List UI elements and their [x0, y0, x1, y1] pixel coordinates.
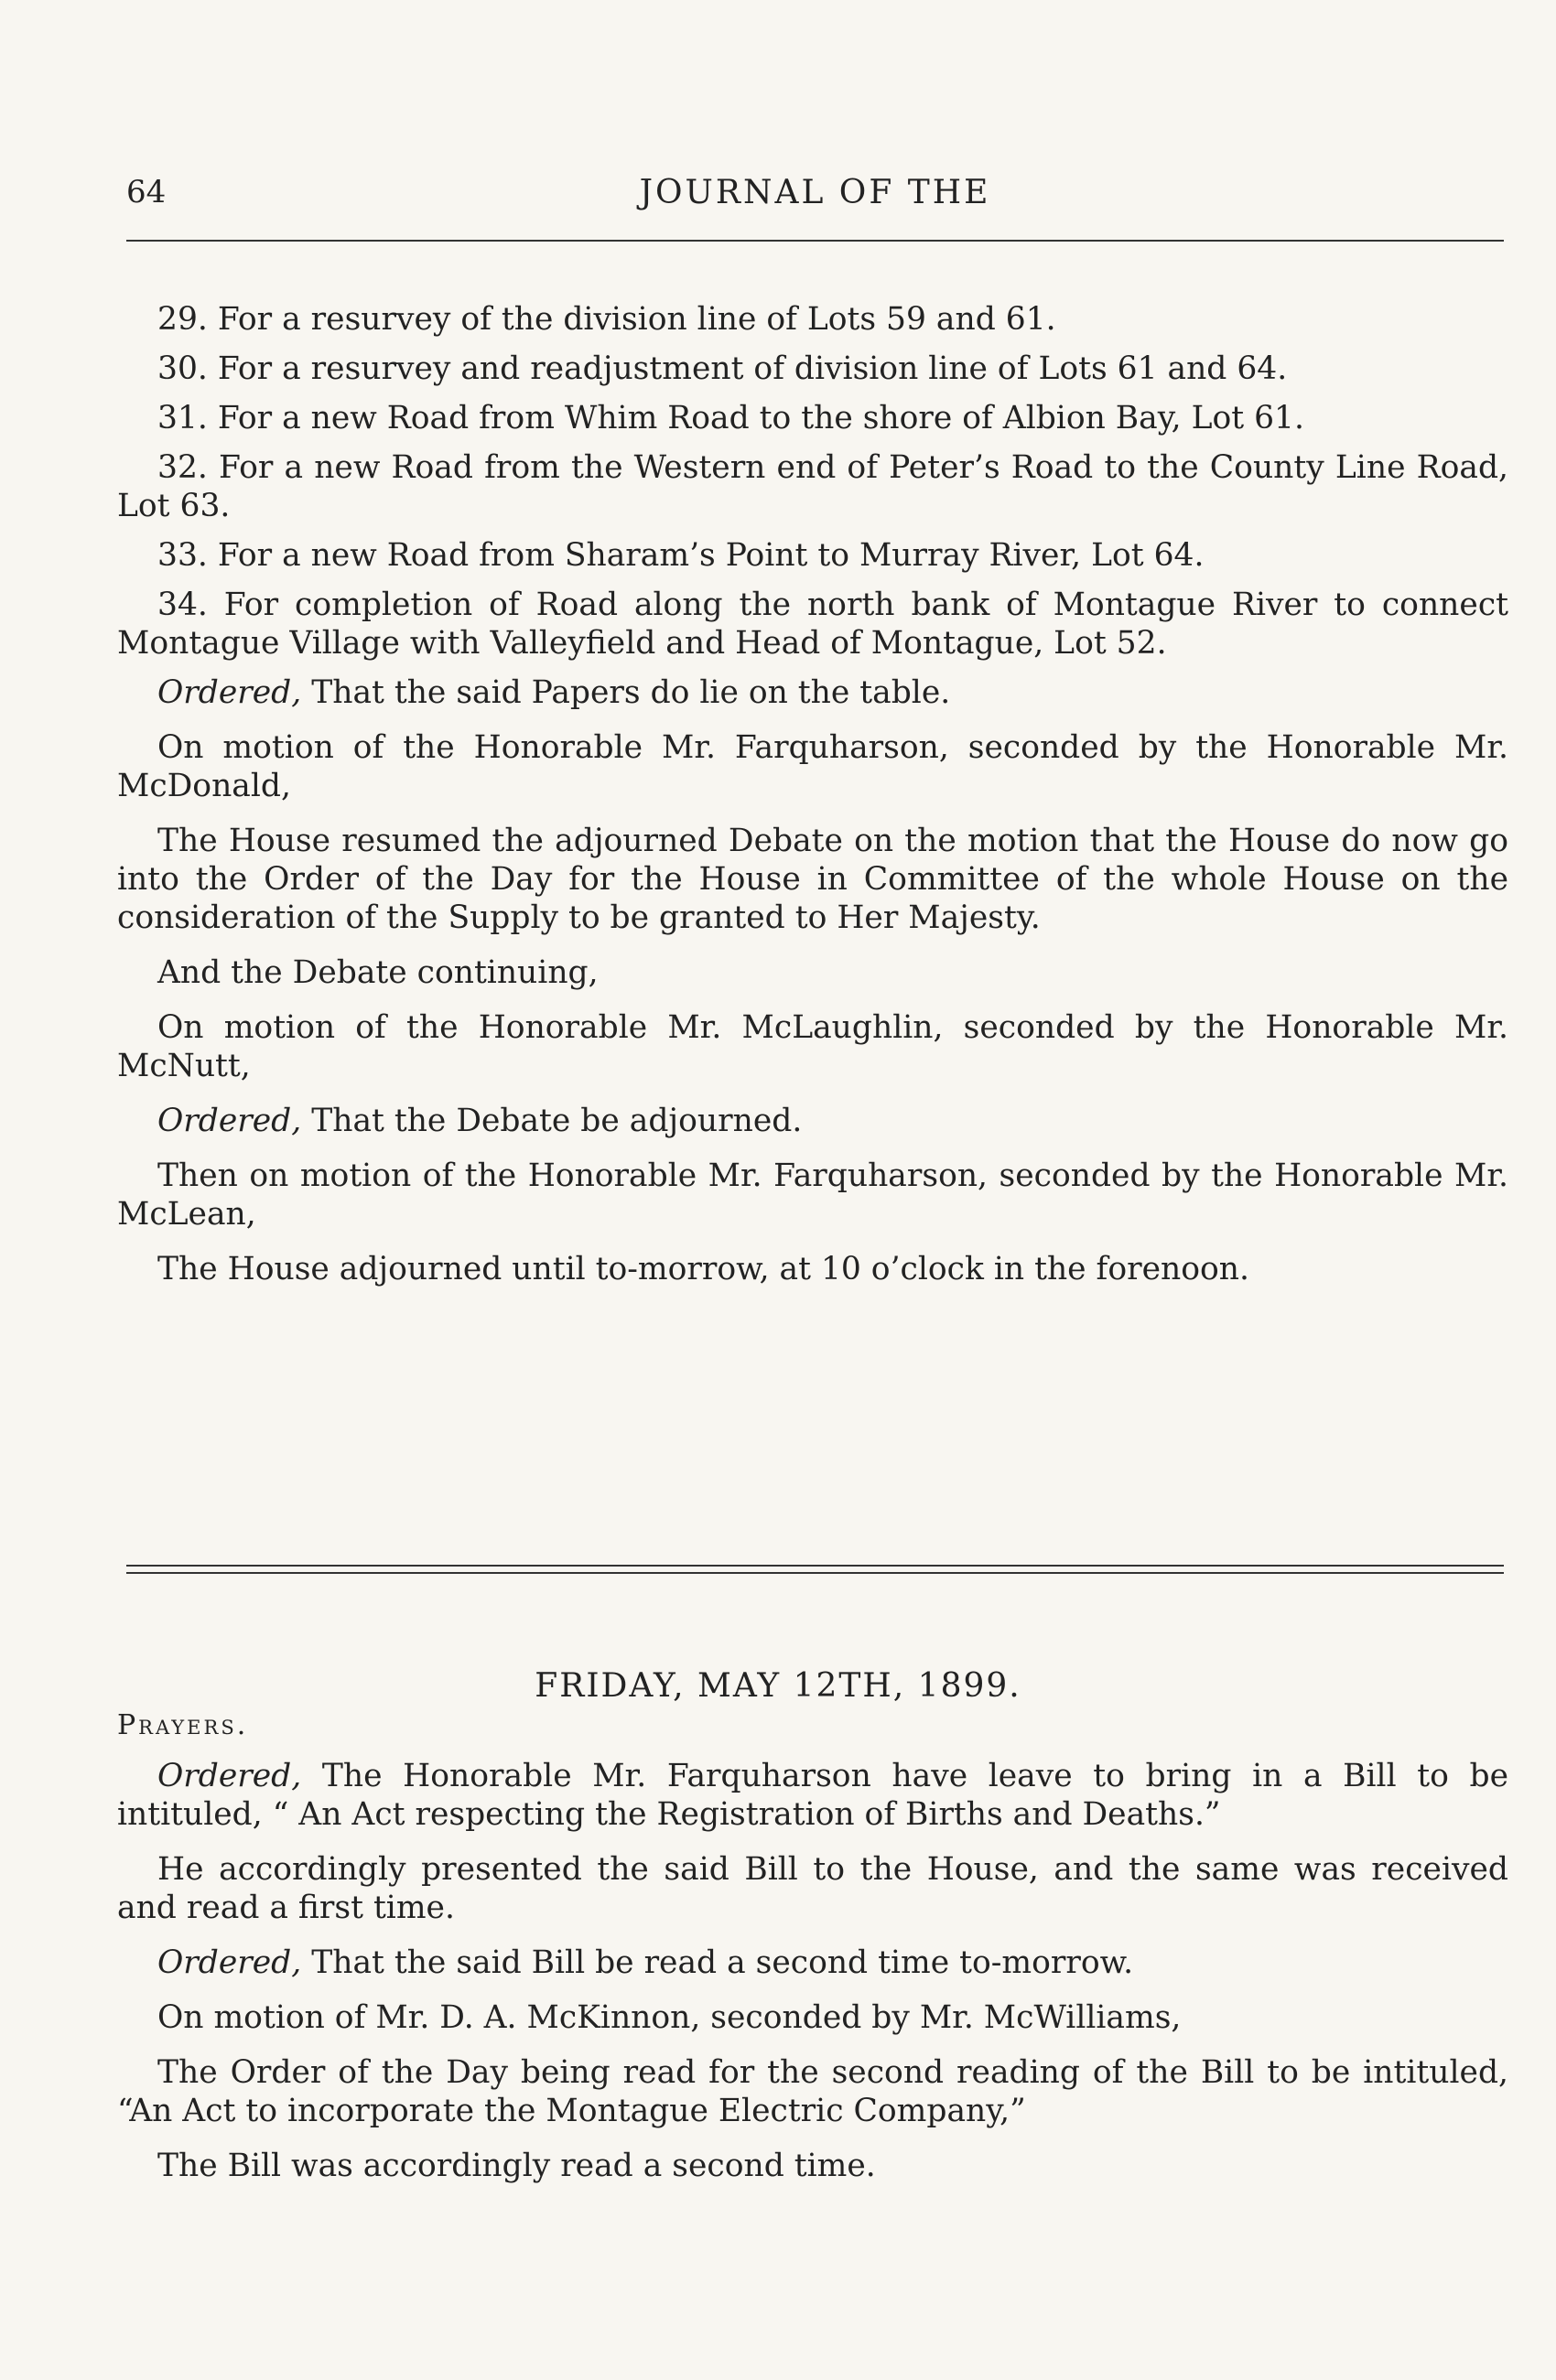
prayers-label: Prayers.: [117, 1709, 249, 1741]
petition-item: 32. For a new Road from the Western end of Peter’s Road to the County Line Road, Lot 63.: [117, 449, 1508, 524]
petition-item: 31. For a new Road from Whim Road to the shore of Albion Bay, Lot 61.: [157, 400, 1304, 436]
section-divider: [126, 1565, 1504, 1574]
debate-continuing: And the Debate continuing,: [157, 954, 599, 991]
order-of-day: The Order of the Day being read for the second reading of the Bill to be intituled, “An Act to incorporate the Montague Electric Company,”: [117, 2054, 1508, 2129]
debate-resumed: The House resumed the adjourned Debate on the motion that the House do now go into the Order of the Day for the House in Committee of the whole House on the consideration of the Supply to be granted to Her Majesty.: [117, 823, 1508, 936]
friday-entries: [117, 1757, 1508, 2202]
page-header: [126, 165, 1504, 220]
motion-farquharson-mclean: Then on motion of the Honorable Mr. Farquharson, seconded by the Honorable Mr. McLean,: [117, 1158, 1508, 1233]
bill-presented: He accordingly presented the said Bill to the House, and the same was received and read a first time.: [117, 1851, 1508, 1926]
petition-item: 30. For a resurvey and readjustment of division line of Lots 61 and 64.: [157, 350, 1288, 387]
house-adjourned: The House adjourned until to-morrow, at 10 o’clock in the forenoon.: [157, 1251, 1249, 1287]
ordered-debate-adjourned: Ordered, That the Debate be adjourned.: [157, 1103, 803, 1139]
page-number: 64: [126, 174, 167, 210]
petition-item: 33. For a new Road from Sharam’s Point to Murray River, Lot 64.: [157, 537, 1205, 574]
petition-item: 29. For a resurvey of the division line of Lots 59 and 61.: [157, 301, 1056, 338]
ordered-papers-lie: Ordered, That the said Papers do lie on the table.: [157, 674, 951, 711]
header-rule: [126, 240, 1504, 242]
petition-item: 34. For completion of Road along the north bank of Montague River to connect Montague Village with Valleyfield and Head of Montague, Lot 52.: [117, 587, 1508, 662]
running-title: JOURNAL OF THE: [639, 174, 991, 211]
journal-entries: [117, 300, 1508, 1305]
bill-second-reading: The Bill was accordingly read a second time.: [157, 2148, 876, 2184]
ordered-second-reading: Ordered, That the said Bill be read a second time to-morrow.: [157, 1944, 1134, 1981]
motion-farquharson: On motion of the Honorable Mr. Farquharson, seconded by the Honorable Mr. McDonald,: [117, 729, 1508, 804]
motion-mckinnon: On motion of Mr. D. A. McKinnon, seconded by Mr. McWilliams,: [157, 1999, 1182, 2036]
motion-mclaughlin: On motion of the Honorable Mr. McLaughlin, seconded by the Honorable Mr. McNutt,: [117, 1009, 1508, 1084]
ordered-leave-bill: Ordered, The Honorable Mr. Farquharson have leave to bring in a Bill to be intituled, “ An Act respecting the Registration of Births and Deaths.”: [117, 1758, 1508, 1833]
date-heading: FRIDAY, MAY 12TH, 1899.: [535, 1667, 1021, 1705]
